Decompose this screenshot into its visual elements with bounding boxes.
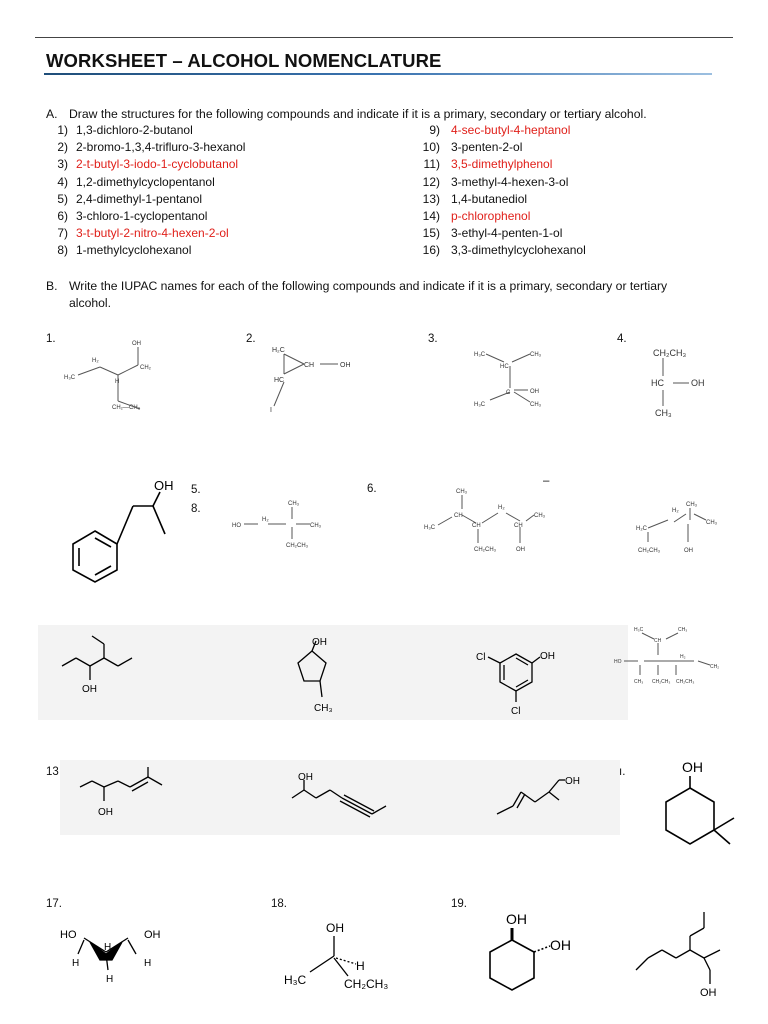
svg-text:H: H (115, 379, 120, 385)
svg-text:CH₃: CH₃ (288, 501, 300, 507)
structure-18 (284, 918, 414, 998)
section-b-instruction (46, 278, 746, 312)
structure-6 (422, 483, 562, 563)
svg-text:H₂: H₂ (672, 508, 679, 514)
svg-text:CH₃: CH₃ (678, 627, 688, 633)
svg-text:CH: CH (514, 523, 523, 529)
svg-text:OH: OH (506, 911, 527, 927)
structure-5 (232, 497, 352, 557)
svg-text:CH₃: CH₃ (530, 402, 542, 408)
svg-text:H₂: H₂ (498, 505, 505, 511)
svg-text:H₂: H₂ (92, 358, 99, 364)
svg-text:CH₂CH₃: CH₂CH₃ (286, 543, 309, 549)
structure-16 (640, 758, 750, 853)
list-item: 3) 2-t-butyl-3-iodo-1-cyclobutanol (57, 157, 239, 172)
list-item: 8) 1-methylcyclohexanol (57, 243, 192, 258)
svg-text:CH₂CH₃: CH₂CH₃ (344, 977, 389, 991)
svg-text:CH₂CH₃: CH₂CH₃ (653, 348, 687, 358)
svg-text:HO: HO (232, 523, 241, 529)
list-item: 1) 1,3-dichloro-2-butanol (57, 123, 193, 137)
svg-text:H₂C: H₂C (636, 526, 647, 532)
svg-text:OH: OH (530, 389, 539, 395)
question-number: 5. (191, 484, 201, 496)
svg-text:HO: HO (60, 929, 77, 941)
structure-7 (634, 498, 744, 568)
svg-text:Cl: Cl (476, 652, 486, 663)
svg-text:H: H (72, 958, 80, 969)
svg-text:CH₃: CH₃ (530, 352, 542, 358)
svg-text:CH: CH (454, 513, 463, 519)
svg-text:OH: OH (700, 987, 717, 999)
svg-text:H₃C: H₃C (634, 627, 644, 633)
list-item: 6) 3-chloro-1-cyclopentanol (57, 208, 208, 223)
list-item: 9) 4-sec-butyl-4-heptanol (429, 123, 571, 137)
svg-text:CH: CH (654, 638, 662, 644)
svg-text:OH: OH (298, 772, 313, 783)
svg-text:CH₂: CH₂ (140, 365, 151, 371)
section-a-text: Draw the structures for the following compounds and indicate if it is a primary, secondary or tertiary alcohol. (69, 107, 647, 121)
structure-19 (482, 908, 592, 1003)
structure-3 (470, 342, 560, 417)
structure-15 (493, 770, 603, 830)
svg-text:OH: OH (684, 548, 693, 554)
svg-text:H₃C: H₃C (474, 352, 486, 358)
structure-4 (645, 342, 735, 427)
svg-text:Cl: Cl (511, 706, 521, 717)
svg-text:CH₂: CH₂ (710, 664, 720, 670)
svg-text:CH₂CH₃: CH₂CH₃ (676, 679, 695, 685)
svg-text:CH₃: CH₃ (534, 513, 546, 519)
list-item: 14) p-chlorophenol (422, 208, 531, 223)
svg-text:H: H (144, 958, 152, 969)
svg-text:CH₂CH₃: CH₂CH₃ (652, 679, 671, 685)
question-number: 1. (46, 333, 56, 345)
svg-text:CH₂CH₃: CH₂CH₃ (638, 548, 661, 554)
svg-text:CH₃: CH₃ (456, 489, 468, 495)
section-b-line2: alcohol. (69, 296, 112, 310)
question-number: ı. (619, 766, 626, 778)
svg-text:OH: OH (98, 807, 113, 818)
list-item: 10) 3-penten-2-ol (422, 140, 523, 155)
svg-text:H: H (106, 974, 114, 985)
svg-text:H₂C: H₂C (272, 347, 285, 354)
question-number: 17. (46, 898, 62, 910)
question-number: 8. (191, 503, 201, 515)
list-right (418, 122, 738, 260)
svg-text:OH: OH (326, 921, 344, 935)
svg-text:CH₃: CH₃ (706, 520, 718, 526)
question-number: 4. (617, 333, 627, 345)
svg-text:OH: OH (691, 378, 705, 388)
svg-text:OH: OH (154, 478, 174, 493)
svg-text:OH: OH (340, 362, 351, 369)
svg-text:OH: OH (82, 684, 97, 695)
structure-benzyl-alcohol (65, 476, 195, 581)
title-underline (44, 73, 712, 75)
list-item: 15) 3-ethyl-4-penten-1-ol (422, 226, 563, 241)
svg-text:C: C (506, 390, 511, 396)
svg-text:HC: HC (274, 377, 285, 384)
list-item: 7) 3-t-butyl-2-nitro-4-hexen-2-ol (57, 226, 229, 241)
svg-text:OH: OH (682, 759, 703, 775)
svg-text:CH: CH (472, 523, 481, 529)
svg-text:H: H (104, 942, 112, 953)
structure-13 (78, 765, 198, 825)
svg-text:OH: OH (144, 929, 161, 941)
list-item: 11) 3,5-dimethylphenol (423, 157, 553, 172)
list-item: 12) 3-methyl-4-hexen-3-ol (422, 174, 569, 189)
section-a-instruction (46, 106, 746, 123)
list-item: 4) 1,2-dimethylcyclopentanol (57, 174, 215, 189)
structure-dichlorophenol (474, 640, 574, 720)
structure-14 (286, 770, 396, 830)
svg-text:CH₂CH₃: CH₂CH₃ (474, 547, 497, 553)
structure-cyclopentanol (292, 635, 362, 715)
list-item: 5) 2,4-dimethyl-1-pentanol (57, 191, 203, 206)
question-number: 3. (428, 333, 438, 345)
svg-text:H: H (356, 959, 365, 973)
svg-text:CH₃: CH₃ (310, 523, 322, 529)
list-item: 16) 3,3-dimethylcyclohexanol (422, 243, 586, 258)
svg-text:H₂: H₂ (680, 654, 686, 660)
svg-text:OH: OH (516, 547, 525, 553)
svg-text:H₃C: H₃C (474, 402, 486, 408)
svg-text:H₃C: H₃C (284, 973, 307, 987)
svg-text:CH₃: CH₃ (655, 408, 672, 418)
question-number: 6. (367, 483, 377, 495)
list-item: 2) 2-bromo-1,3,4-trifluro-3-hexanol (57, 140, 246, 155)
section-b-line1: Write the IUPAC names for each of the following compounds and indicate if it is a primary, secondary or tertiary (69, 279, 668, 293)
svg-text:OH: OH (565, 776, 580, 787)
svg-text:H₃C: H₃C (64, 375, 76, 381)
svg-text:OH: OH (550, 937, 571, 953)
svg-text:OH: OH (540, 651, 555, 662)
question-number: 19. (451, 898, 467, 910)
question-number: 13 (46, 766, 59, 778)
top-rule (35, 37, 733, 38)
svg-text:H₃C: H₃C (424, 525, 436, 531)
page-title: WORKSHEET – ALCOHOL NOMENCLATURE (46, 50, 442, 71)
svg-text:CH: CH (304, 362, 315, 369)
svg-text:CH₃: CH₃ (634, 679, 644, 685)
svg-text:CH₃: CH₃ (314, 703, 333, 714)
svg-text:I: I (270, 407, 272, 414)
question-number: 18. (271, 898, 287, 910)
section-b-letter: B. (46, 279, 58, 293)
structure-2 (270, 340, 380, 415)
structure-skeletal-row3-1 (58, 630, 168, 710)
list-left (46, 122, 406, 260)
structure-condensed-row3 (614, 625, 734, 695)
svg-text:H₂: H₂ (262, 517, 269, 523)
dash-mark: – (543, 475, 550, 487)
structure-17 (56, 920, 176, 995)
svg-text:OH: OH (312, 637, 327, 648)
structure-1 (60, 337, 190, 417)
structure-20 (634, 906, 744, 1001)
svg-text:HC: HC (500, 364, 509, 370)
svg-text:HC: HC (651, 378, 664, 388)
svg-text:CH₂—CH₃: CH₂—CH₃ (112, 405, 141, 411)
svg-text:CH₃: CH₃ (686, 502, 698, 508)
svg-text:OH: OH (132, 341, 141, 347)
svg-text:HO: HO (614, 659, 622, 665)
section-a-letter: A. (46, 107, 58, 121)
question-number: 2. (246, 333, 256, 345)
list-item: 13) 1,4-butanediol (422, 191, 528, 206)
